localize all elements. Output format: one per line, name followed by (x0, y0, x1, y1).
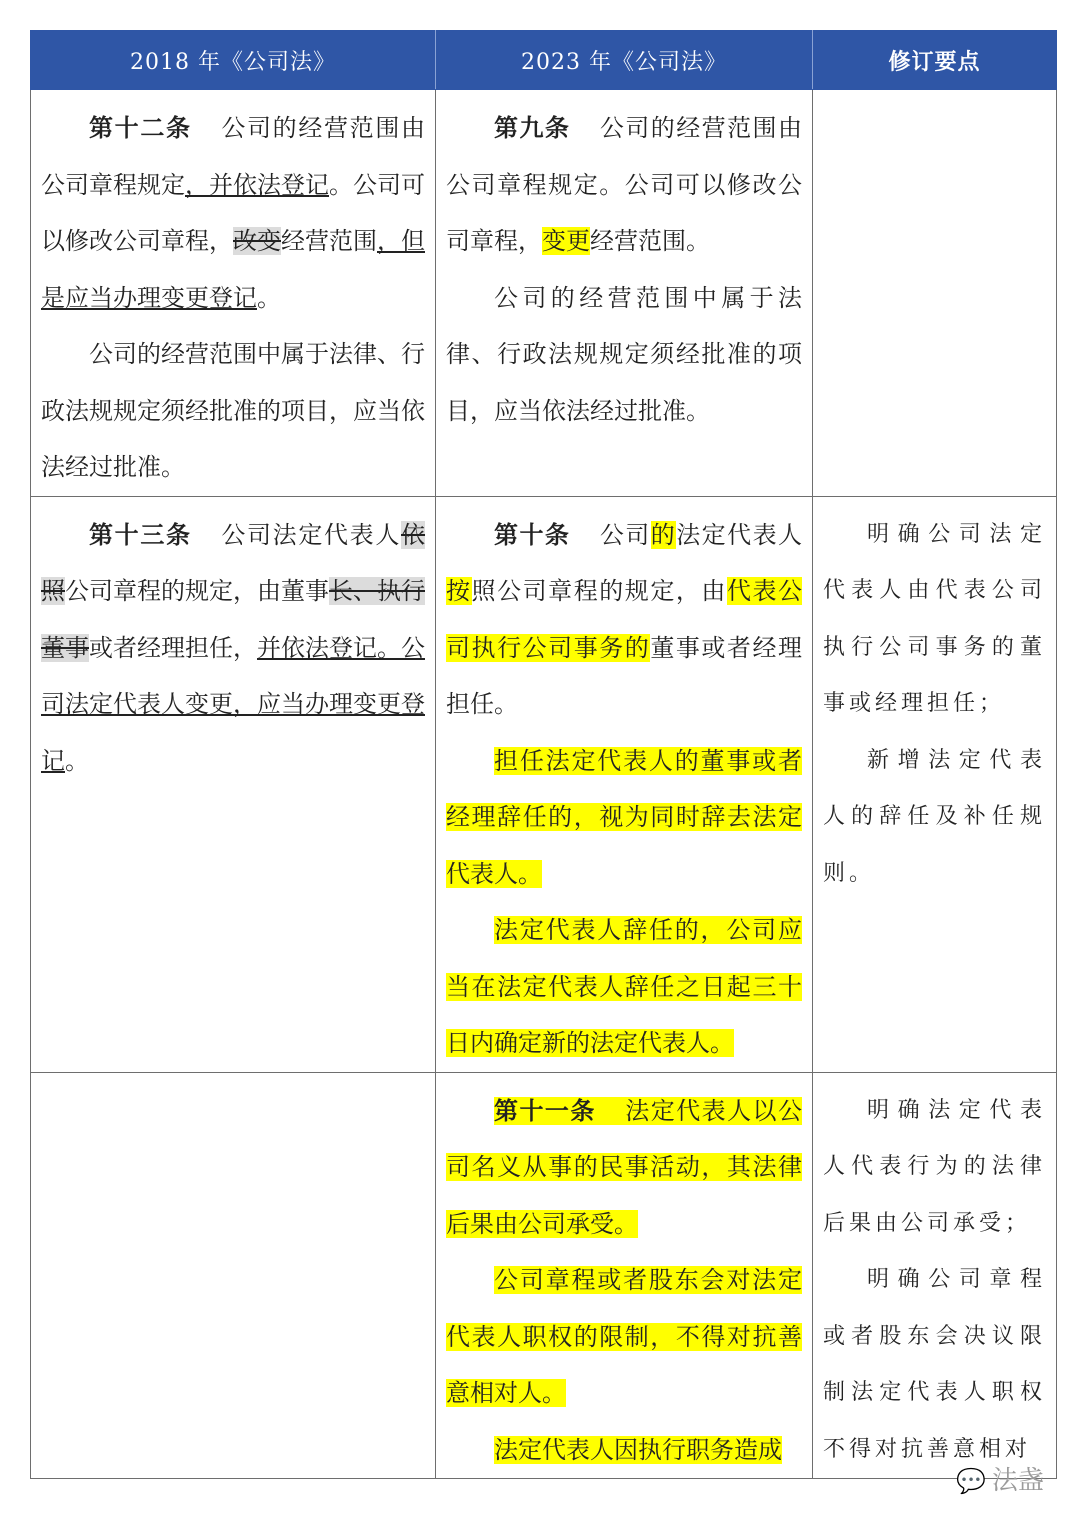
header-2023: 2023 年《公司法》 (436, 31, 813, 90)
highlighted-change: 的 (650, 520, 677, 549)
old-article-12: 第十二条 公司的经营范围由公司章程规定，并依法登记。公司可以修改公司章程，改变经营范围，但是应当办理变更登记。 (41, 113, 426, 312)
watermark-text: 法盏 (991, 1466, 1044, 1496)
highlighted-change: 变更 (542, 227, 590, 255)
wechat-icon: 💬 (956, 1467, 986, 1495)
highlighted-change: 代表公司执行公司事务的 (446, 577, 803, 662)
highlighted-change: 第十一条 法定代表人以公司名义从事的民事活动，其法律后果由公司承受。 (446, 1095, 803, 1238)
new-article-9: 第九条 公司的经营范围由公司章程规定。公司可以修改公司章程，变更经营范围。 (446, 113, 803, 255)
article-number: 第十二条 (89, 113, 192, 142)
deleted-underlined-text: ，但是应当办理变更登记 (41, 227, 425, 312)
new-article-10: 第十条 公司的法定代表人按照公司章程的规定，由代表公司执行公司事务的董事或者经理担任。 (446, 519, 803, 718)
new-paragraph (446, 1422, 802, 1479)
old-law-cell (31, 496, 436, 1072)
header-2018: 2018 年《公司法》 (31, 31, 436, 90)
old-paragraph: 公司的经营范围中属于法律、行政法规规定须经批准的项目，应当依法经过批准。 (41, 340, 425, 481)
key-points-cell (813, 1072, 1057, 1479)
old-law-cell (31, 90, 436, 497)
article-number: 第九条 (494, 113, 571, 142)
highlighted-change: 公司章程或者股东会对法定代表人职权的限制，不得对抗善意相对人。 (446, 1266, 802, 1407)
table-row (31, 90, 1057, 497)
key-point: 明确公司法定代表人由代表公司执行公司事务的董事或经理担任； (823, 521, 1046, 716)
struck-text: 依照 (41, 520, 426, 605)
table-row (31, 496, 1057, 1072)
highlighted-change: 法定代表人因执行职务造成 (494, 1435, 782, 1464)
new-law-cell (436, 90, 813, 497)
new-law-cell (436, 1072, 813, 1479)
deleted-underlined-text: ，并依法登记 (185, 170, 329, 199)
deleted-underlined-text: 并依法登记。公司法定代表人变更，应当办理变更登记 (41, 633, 425, 775)
article-number: 第十三条 (89, 519, 192, 549)
header-row (31, 31, 1057, 90)
new-law-cell (436, 496, 813, 1072)
watermark (956, 1460, 1044, 1497)
key-point: 明确法定代表人代表行为的法律后果由公司承受； (823, 1097, 1046, 1236)
key-point: 新增法定代表人的辞任及补任规则。 (823, 747, 1046, 886)
new-paragraph (446, 902, 802, 1072)
key-point: 明确公司章程或者股东会决议限制法定代表人职权不得对抗善意相对 (823, 1267, 1046, 1462)
old-article-13: 第十三条 公司法定代表人依照公司章程的规定，由董事长、执行董事或者经理担任，并依法登记。公司法定代表人变更，应当办理变更登记。 (41, 519, 426, 775)
key-points-cell (813, 90, 1057, 497)
header-key-points: 修订要点 (813, 31, 1057, 90)
struck-text: 改变 (233, 227, 281, 255)
struck-text: 长、执行董事 (41, 577, 425, 662)
highlighted-change: 法定代表人辞任的，公司应当在法定代表人辞任之日起三十日内确定新的法定代表人。 (446, 916, 802, 1057)
comparison-table (30, 30, 1057, 1479)
highlighted-change: 按 (446, 577, 472, 605)
new-paragraph (446, 733, 802, 903)
new-article-11 (446, 1083, 802, 1253)
old-law-cell (31, 1072, 436, 1479)
highlighted-change: 担任法定代表人的董事或者经理辞任的，视为同时辞去法定代表人。 (446, 746, 802, 888)
key-points-cell (813, 496, 1057, 1072)
new-paragraph: 公司的经营范围中属于法律、行政法规规定须经批准的项目，应当依法经过批准。 (446, 283, 802, 425)
article-number: 第十一条 (494, 1095, 596, 1125)
new-paragraph (446, 1252, 802, 1422)
article-number: 第十条 (494, 519, 571, 549)
table-row (31, 1072, 1057, 1479)
